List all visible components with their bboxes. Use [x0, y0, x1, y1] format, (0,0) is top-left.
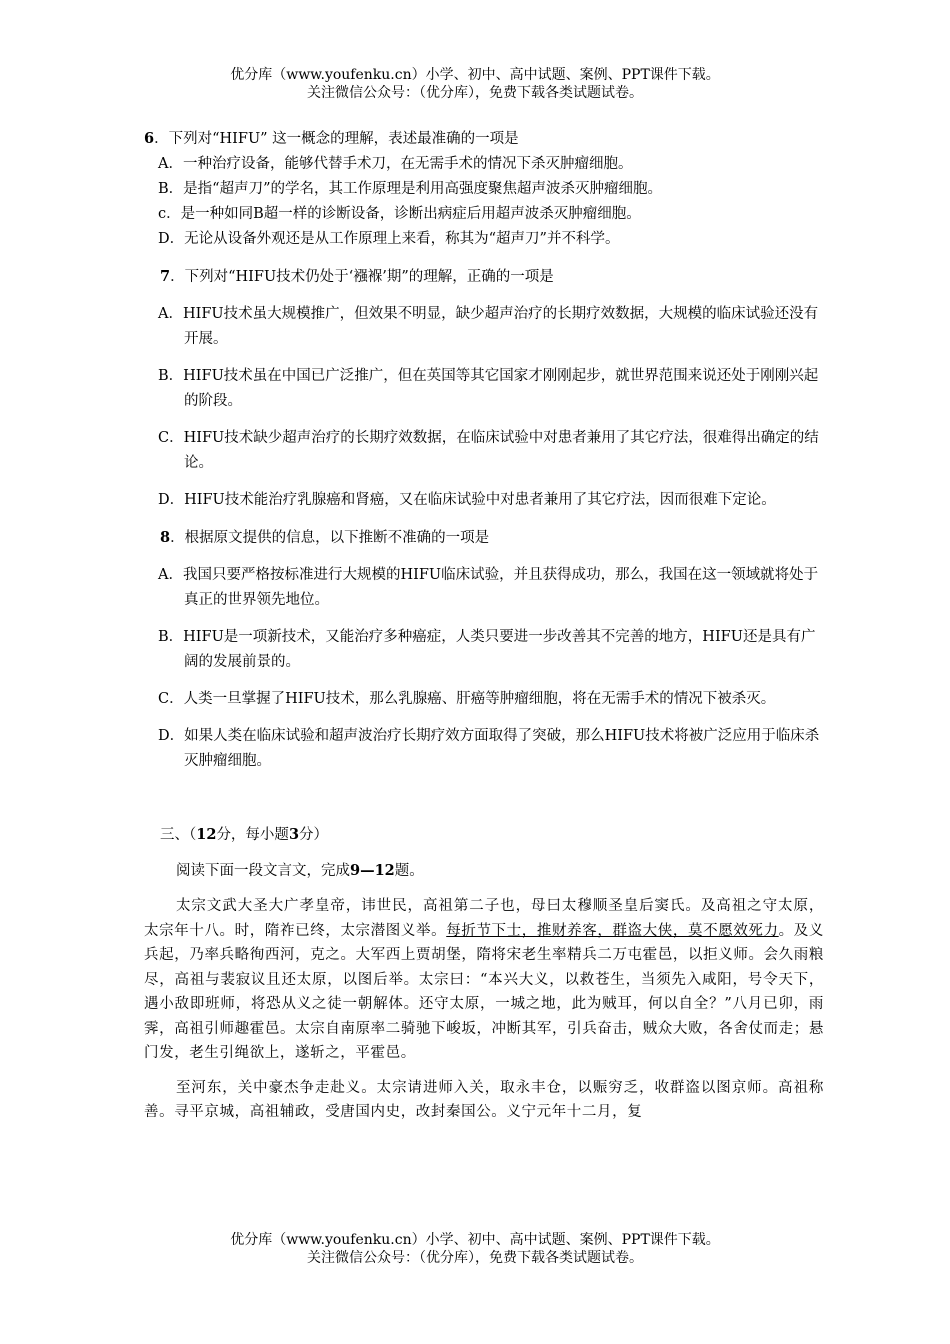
- question-8-stem: ．根据原文提供的信息，以下推断不准确的一项是: [170, 530, 490, 546]
- question-6-option-a: A．一种治疗设备，能够代替手术刀，在无需手术的情况下杀灭肿瘤细胞。: [158, 156, 633, 172]
- passage-paragraph-1: 太宗文武大圣大广孝皇帝，讳世民，高祖第二子也，母曰太穆顺圣皇后窦氏。及高祖之守太原，太宗年十八。时，隋祚已终，太宗潜图义举。每折节下士，推财养客，群盗大侠，莫不愿效死力。及义兵起，乃率兵略徇西河，克之。大军西上贾胡堡，隋将宋老生率精兵二万屯霍邑，以拒义师。会久雨粮尽，高祖与裴寂议且还太原，以图后举。太宗曰：“本兴大义，以救苍生，当须先入咸阳，号令天下，遇小敌即班师，将恐从义之徒一朝解体。还守太原，一城之地，此为贼耳，何以自全？”八月已卯，雨霁，高祖引师趣霍邑。太宗自南原率二骑驰下峻坂，冲断其军，引兵奋击，贼众大败，各舍仗而走；悬门发，老生引绳欲上，遂斩之，平霍邑。: [144, 898, 824, 1061]
- question-6-number: 6: [144, 130, 155, 147]
- question-8-option-a: A．我国只要严格按标准进行大规模的HIFU临床试验，并且获得成功，那么，我国在这一领域就将处于真正的世界领先地位。: [158, 567, 819, 608]
- header-line-2: 关注微信公众号：（优分库），免费下载各类试题试卷。: [307, 85, 643, 101]
- question-8-option-c: C．人类一旦掌握了HIFU技术，那么乳腺癌、肝癌等肿瘤细胞，将在无需手术的情况下被杀灭。: [158, 691, 776, 707]
- question-6-option-d: D．无论从设备外观还是从工作原理上来看，称其为“超声刀”并不科学。: [158, 231, 620, 247]
- question-8-option-b: B．HIFU是一项新技术，又能治疗多种癌症，人类只要进一步改善其不完善的地方，HIFU还是具有广阔的发展前景的。: [158, 629, 816, 670]
- question-6-stem: ．下列对“HIFU” 这一概念的理解，表述最准确的一项是: [154, 131, 519, 147]
- question-8: [144, 525, 824, 551]
- underlined-sentence: 每折节下士，推财养客，群盗大侠，莫不愿效死力: [446, 922, 779, 939]
- question-6-option-c: c．是一种如同B超一样的诊断设备，诊断出病症后用超声波杀灭肿瘤细胞。: [158, 206, 641, 222]
- question-6-option-b: B．是指“超声刀”的学名，其工作原理是利用高强度聚焦超声波杀灭肿瘤细胞。: [158, 181, 662, 197]
- question-8-number: 8: [160, 529, 171, 546]
- question-7-option-b: B．HIFU技术虽在中国已广泛推广，但在英国等其它国家才刚刚起步，就世界范围来说还处于刚刚兴起的阶段。: [158, 368, 819, 409]
- page-footer: [0, 1231, 950, 1267]
- question-8-title: [160, 525, 824, 551]
- question-7-option-c: C．HIFU技术缺少超声治疗的长期疗效数据，在临床试验中对患者兼用了其它疗法，很难得出确定的结论。: [158, 430, 819, 471]
- page-header: [0, 66, 950, 102]
- exam-content: [144, 126, 824, 1125]
- question-6: [144, 126, 824, 252]
- question-7-stem: ．下列对“HIFU技术仍处于‘襁褓’期”的理解，正确的一项是: [170, 269, 554, 285]
- question-7-number: 7: [160, 268, 171, 285]
- question-range: 9—12: [350, 862, 395, 879]
- section-3-heading: 三、（12分，每小题3分）: [160, 826, 329, 843]
- question-7-title: [160, 264, 824, 290]
- section-3-each-score: 3: [288, 826, 300, 843]
- section-3-total-score: 12: [196, 826, 217, 843]
- passage-paragraph-2: 至河东，关中豪杰争走赴义。太宗请进师入关，取永丰仓，以赈穷乏，收群盗以图京师。高祖称善。寻平京城，高祖辅政，受唐国内史，改封秦国公。义宁元年十二月，复: [144, 1079, 824, 1120]
- question-8-option-d: D．如果人类在临床试验和超声波治疗长期疗效方面取得了突破，那么HIFU技术将被广泛应用于临床杀灭肿瘤细胞。: [158, 728, 820, 769]
- question-7-option-d: D．HIFU技术能治疗乳腺癌和肾癌，又在临床试验中对患者兼用了其它疗法，因而很难下定论。: [158, 492, 776, 508]
- header-line-1: 优分库（www.youfenku.cn）小学、初中、高中试题、案例、PPT课件下载。: [230, 67, 720, 83]
- footer-line-2: 关注微信公众号：（优分库），免费下载各类试题试卷。: [307, 1250, 643, 1266]
- footer-line-1: 优分库（www.youfenku.cn）小学、初中、高中试题、案例、PPT课件下载。: [230, 1232, 720, 1248]
- reading-instruction: 阅读下面一段文言文，完成9—12题。: [176, 862, 424, 879]
- question-7-option-a: A．HIFU技术虽大规模推广，但效果不明显，缺少超声治疗的长期疗效数据，大规模的临床试验还没有开展。: [158, 306, 819, 347]
- question-6-title: [144, 126, 824, 152]
- question-7: [144, 264, 824, 290]
